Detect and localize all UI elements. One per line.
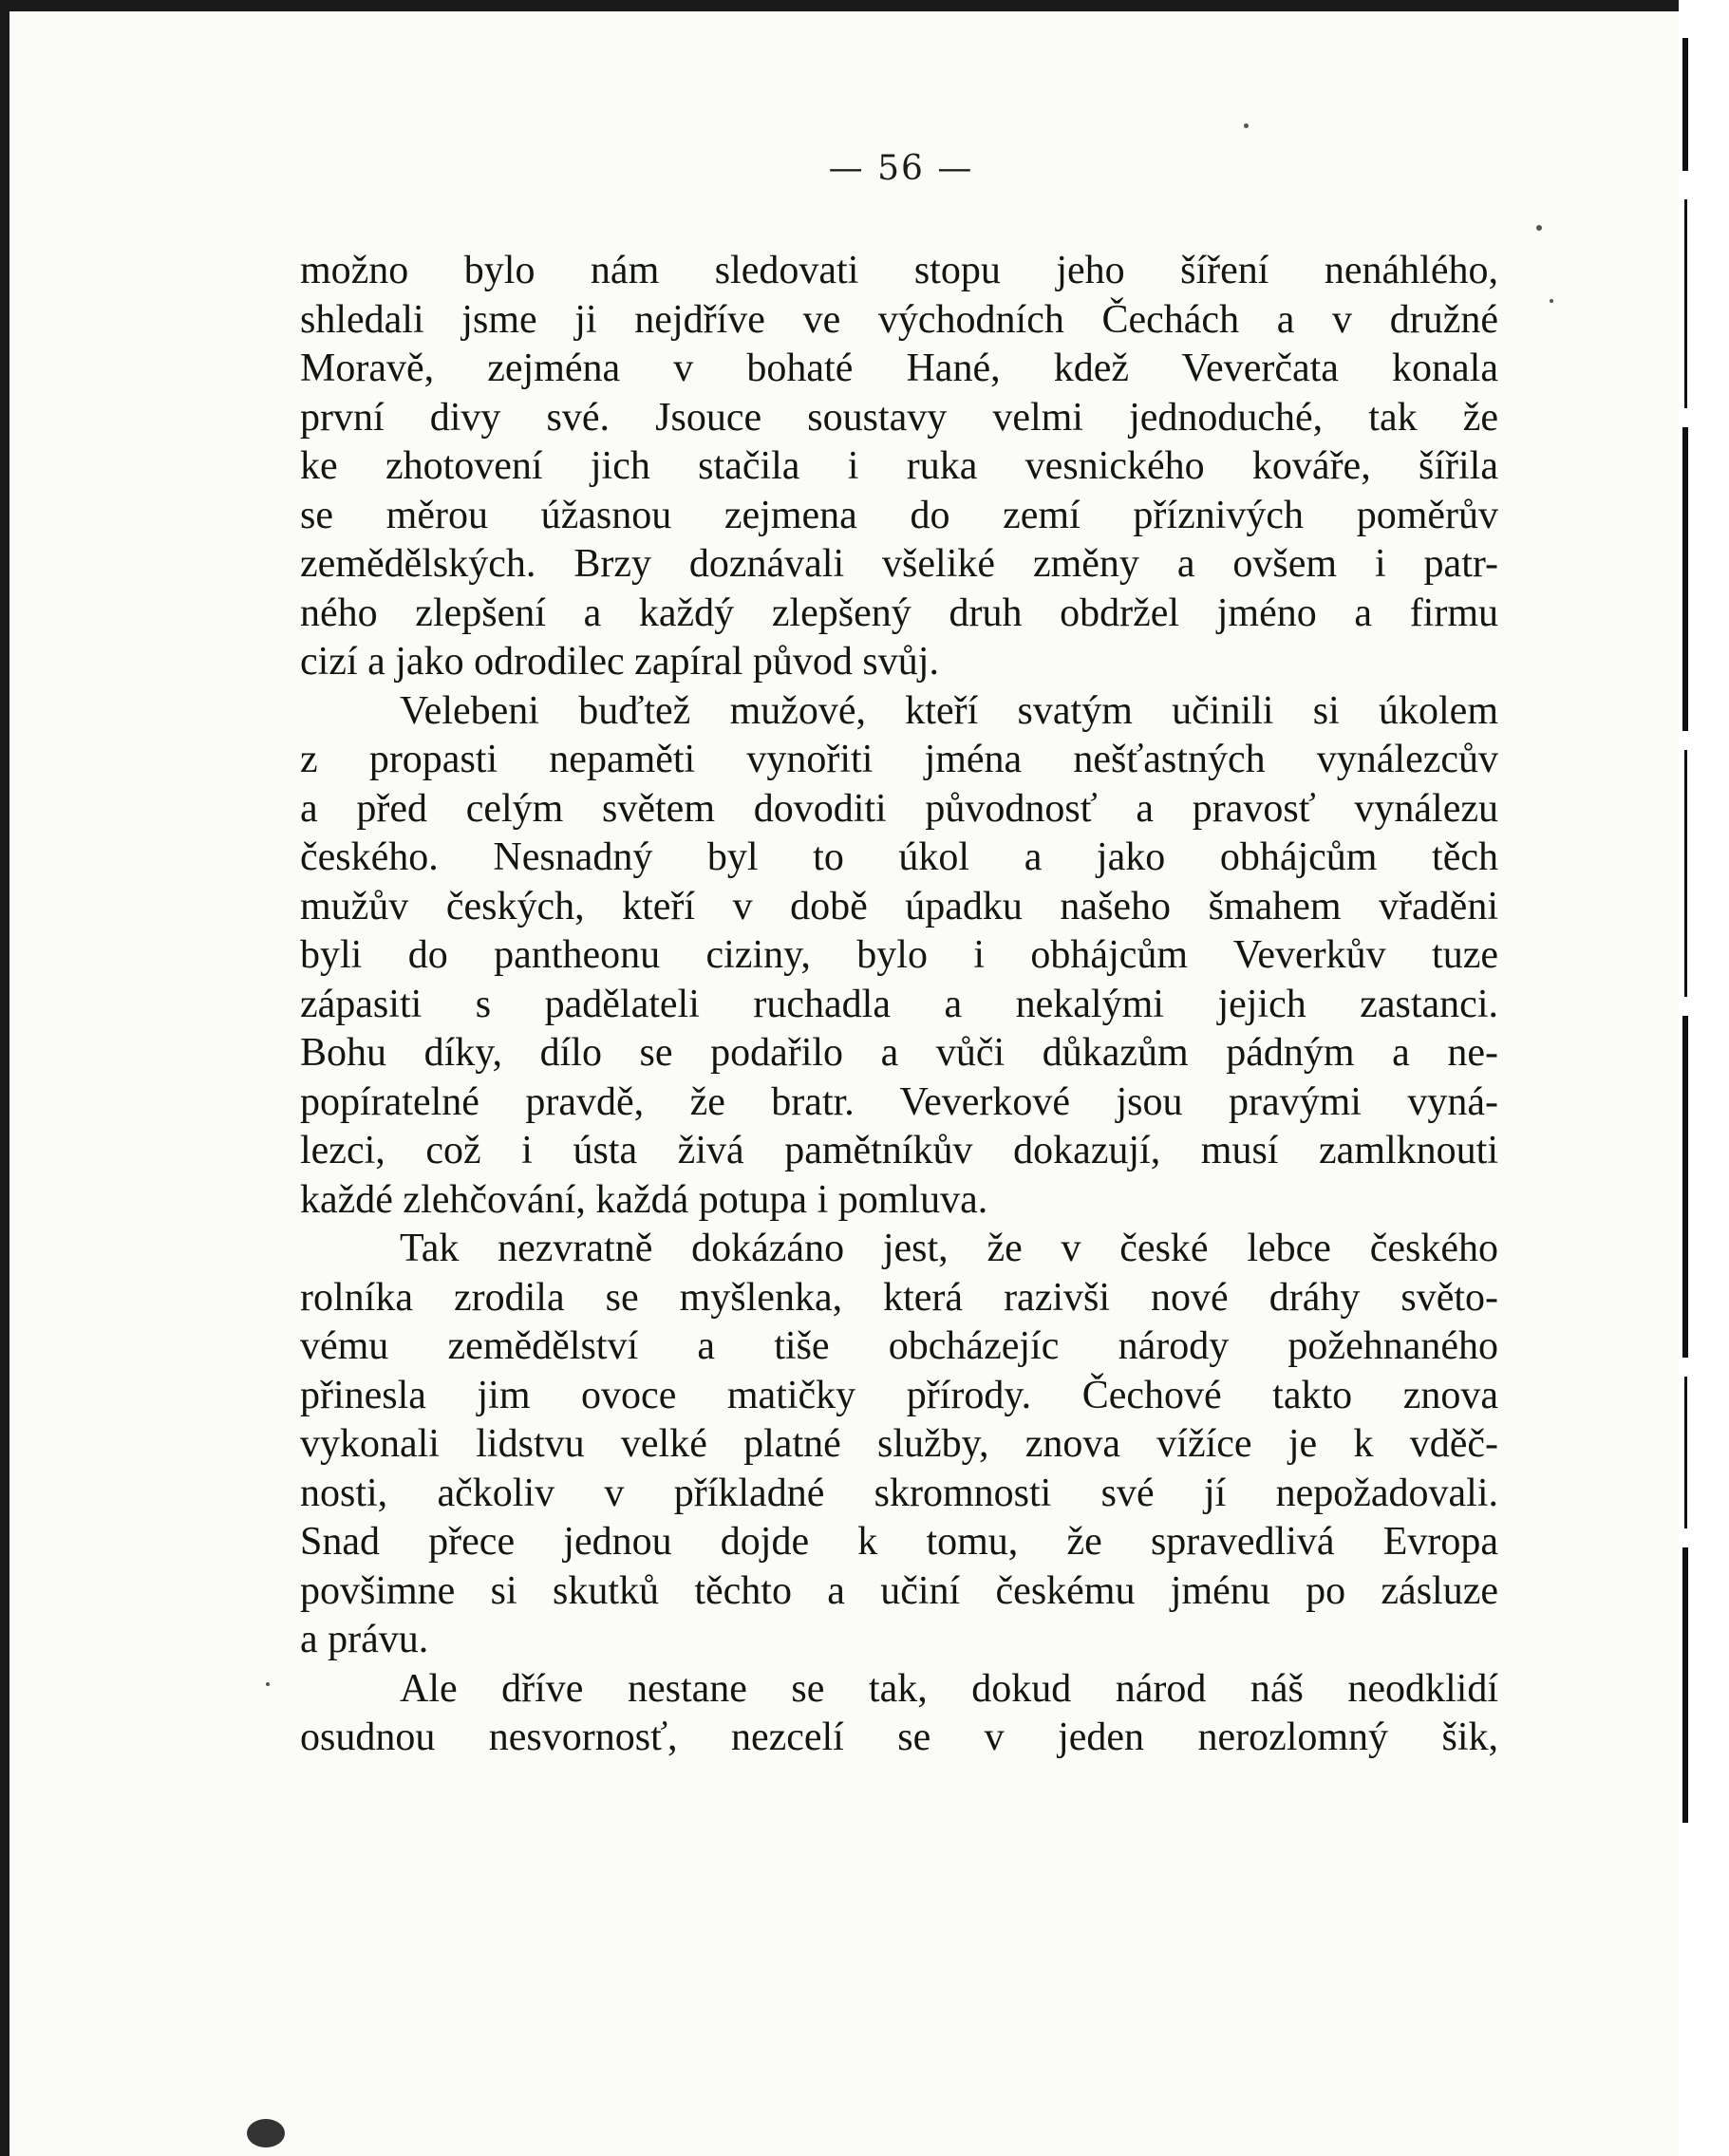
binding-edge-line (1684, 199, 1687, 408)
text-line: Bohu díky, dílo se podařilo a vůči důkazům pádným a ne- (300, 1031, 1498, 1075)
paragraph (300, 1665, 1498, 1763)
text-line: se měrou úžasnou zejmena do zemí příznivých poměrův (300, 493, 1498, 537)
text-line: mužův českých, kteří v době úpadku našeho šmahem vřaděni (300, 884, 1498, 928)
text-line: každé zlehčování, každá potupa i pomluva. (300, 1177, 988, 1222)
text-line: Snad přece jednou dojde k tomu, že spravedlivá Evropa (300, 1520, 1498, 1564)
text-line: a právu. (300, 1618, 429, 1661)
text-line: shledali jsme ji nejdříve ve východních Čechách a v družné (300, 297, 1498, 342)
text-line: přinesla jim ovoce matičky přírody. Čechové takto znova (300, 1373, 1498, 1417)
scan-speck (266, 1682, 270, 1686)
binding-edge-line (1684, 750, 1687, 997)
text-line: ke zhotovení jich stačila i ruka vesnického kováře, šířila (300, 444, 1498, 488)
text-line: vému zemědělství a tiše obcházejíc národy požehnaného (300, 1324, 1498, 1368)
text-line: Ale dříve nestane se tak, dokud národ náš neodklidí (400, 1666, 1498, 1711)
book-page (9, 11, 1679, 2156)
scan-speck (1536, 225, 1542, 231)
text-line: Moravě, zejména v bohaté Hané, kdež Veverčata konala (300, 347, 1498, 390)
text-line: byli do pantheonu ciziny, bylo i obhájcům Veverkův tuze (300, 933, 1498, 977)
binding-edge-line (1682, 427, 1688, 731)
text-line: ného zlepšení a každý zlepšený druh obdržel jméno a firmu (300, 591, 1498, 635)
paragraph (300, 247, 1498, 687)
text-line: cizí a jako odrodilec zapíral původ svůj. (300, 640, 939, 684)
text-line: zemědělských. Brzy doznávali všeliké změny a ovšem i patr- (300, 542, 1498, 586)
binding-edge-line (1682, 38, 1688, 171)
text-line: Velebeni buďtež mužové, kteří svatým učinili si úkolem (400, 688, 1498, 733)
page-number: — 56 — (828, 149, 974, 188)
binding-edge-line (1682, 1016, 1688, 1358)
text-line: lezci, což i ústa živá pamětníkův dokazují, musí zamlknouti (300, 1129, 1498, 1172)
text-line: první divy své. Jsouce soustavy velmi jednoduché, tak že (300, 395, 1498, 440)
scan-speck (1550, 299, 1553, 303)
text-line: českého. Nesnadný byl to úkol a jako obhájcům těch (300, 835, 1498, 879)
text-line: Tak nezvratně dokázáno jest, že v české lebce českého (400, 1227, 1498, 1270)
text-line: z propasti nepaměti vynořiti jména nešťastných vynálezcův (300, 738, 1498, 781)
binding-edge-line (1682, 1547, 1688, 1823)
text-line: popíratelné pravdě, že bratr. Veverkové jsou pravými vyná- (300, 1079, 1498, 1124)
text-line: vykonali lidstvu velké platné služby, znova vížíce je k vděč- (300, 1422, 1498, 1466)
paragraph (300, 687, 1498, 1226)
text-line: povšimne si skutků těchto a učiní českému jménu po zásluze (300, 1568, 1498, 1613)
text-line: možno bylo nám sledovati stopu jeho šíření nenáhlého, (300, 249, 1498, 292)
text-line: a před celým světem dovoditi původnosť a pravosť vynálezu (300, 786, 1498, 831)
body-text (300, 247, 1498, 1763)
text-line: rolníka zrodila se myšlenka, která razivši nové dráhy světo- (300, 1275, 1498, 1320)
text-line: nosti, ačkoliv v příkladné skromnosti své jí nepožadovali. (300, 1471, 1498, 1515)
scan-speck (247, 2119, 285, 2147)
paragraph (300, 1225, 1498, 1665)
scan-speck (1244, 123, 1249, 128)
binding-edge-line (1684, 1377, 1687, 1528)
text-line: zápasiti s padělateli ruchadla a nekalými jejich zastanci. (300, 982, 1498, 1026)
text-line: osudnou nesvornosť, nezcelí se v jeden nerozlomný šik, (300, 1715, 1498, 1759)
